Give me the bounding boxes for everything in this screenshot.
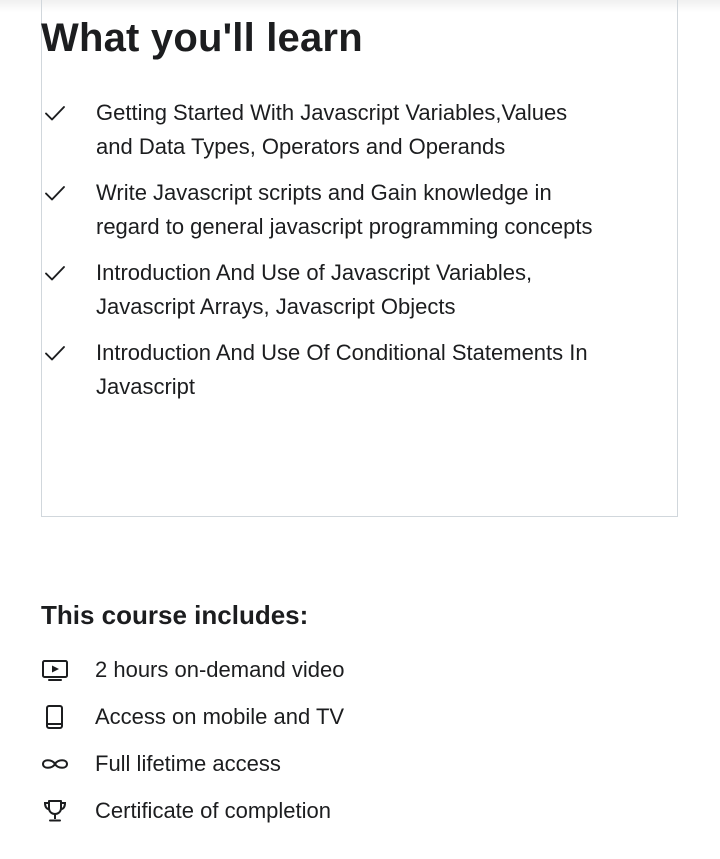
includes-list [41, 652, 345, 840]
learn-item [44, 176, 604, 243]
include-item-certificate [41, 793, 345, 840]
learn-item-text: Introduction And Use of Javascript Variables, Javascript Arrays, Javascript Objects [96, 260, 533, 319]
include-item-text: 2 hours on-demand video [95, 657, 345, 682]
learn-item-text: Introduction And Use Of Conditional Statements In Javascript [96, 340, 588, 399]
include-item-text: Certificate of completion [95, 798, 331, 823]
learn-item-text: Write Javascript scripts and Gain knowledge in regard to general javascript programming concepts [96, 180, 593, 239]
include-item-text: Access on mobile and TV [95, 704, 345, 729]
mobile-device-icon [41, 705, 69, 729]
include-item-mobile [41, 699, 345, 746]
check-icon [44, 342, 66, 364]
learn-item [44, 336, 604, 403]
video-play-icon [41, 658, 69, 682]
include-item-text: Full lifetime access [95, 751, 281, 776]
check-icon [44, 262, 66, 284]
trophy-icon [41, 799, 69, 823]
learn-item [44, 256, 604, 323]
learn-item-text: Getting Started With Javascript Variables,Values and Data Types, Operators and Operands [96, 100, 568, 159]
learn-list [44, 96, 604, 416]
check-icon [44, 102, 66, 124]
include-item-video [41, 652, 345, 699]
learn-item [44, 96, 604, 163]
learn-section-title: What you'll learn [41, 16, 363, 60]
check-icon [44, 182, 66, 204]
infinity-icon [41, 752, 69, 776]
include-item-lifetime [41, 746, 345, 793]
includes-section-title: This course includes: [41, 600, 309, 630]
